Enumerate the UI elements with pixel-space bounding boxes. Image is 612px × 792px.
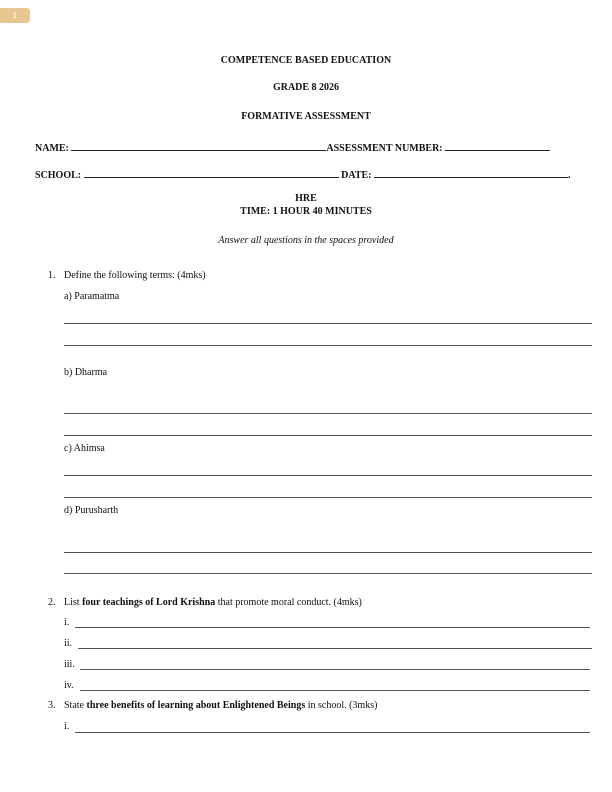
question-3-post: in school. (3mks) [305, 700, 378, 711]
question-2-item-label: i. [64, 617, 70, 628]
school-label: SCHOOL: [35, 170, 82, 181]
date-end: . [568, 170, 571, 181]
question-2-number: 2. [48, 597, 56, 608]
question-2-emphasis: four teachings of Lord Krishna [82, 597, 216, 608]
answer-line[interactable] [64, 497, 592, 498]
question-3-pre: State [64, 700, 87, 711]
subject: HRE [295, 193, 317, 204]
question-3-text [64, 700, 377, 712]
question-1-text: Define the following terms: (4mks) [64, 270, 206, 281]
question-1b-term: b) Dharma [64, 367, 108, 378]
question-1d-term: d) Purusharth [64, 505, 119, 516]
answer-line[interactable] [75, 627, 590, 628]
header-line1: COMPETENCE BASED EDUCATION [220, 55, 392, 66]
school-blank[interactable] [84, 167, 339, 178]
question-2-item-label: ii. [64, 638, 73, 649]
header-grade: GRADE 8 2026 [272, 82, 340, 93]
answer-line[interactable] [80, 690, 590, 691]
question-1-number: 1. [48, 270, 56, 281]
answer-line[interactable] [64, 552, 592, 553]
name-label: NAME: [35, 143, 69, 154]
answer-line[interactable] [78, 648, 592, 649]
question-2-item-label: iv. [64, 680, 74, 691]
school-field-row [35, 167, 571, 182]
answer-line[interactable] [80, 669, 590, 670]
question-3-emphasis: three benefits of learning about Enlightened Beings [86, 700, 306, 711]
page-number-badge: 1 [0, 8, 30, 23]
name-blank[interactable] [71, 140, 326, 151]
question-3-item-label: i. [64, 721, 70, 732]
question-2-post: that promote moral conduct. (4mks) [215, 597, 362, 608]
answer-line[interactable] [64, 435, 592, 436]
assessment-number-blank[interactable] [445, 140, 550, 151]
question-1c-term: c) Ahimsa [64, 443, 105, 454]
answer-line[interactable] [64, 413, 592, 414]
instructions: Answer all questions in the spaces provided [218, 235, 394, 246]
exam-time: TIME: 1 HOUR 40 MINUTES [240, 206, 372, 217]
assessment-number-label: ASSESSMENT NUMBER: [326, 143, 443, 154]
answer-line[interactable] [64, 573, 592, 574]
answer-line[interactable] [64, 475, 592, 476]
question-2-text [64, 597, 362, 609]
question-2-item-label: iii. [64, 659, 75, 670]
answer-line[interactable] [64, 323, 592, 324]
answer-line[interactable] [64, 345, 592, 346]
question-1a-term: a) Paramatma [64, 291, 120, 302]
name-field-row [35, 140, 550, 155]
question-3-number: 3. [48, 700, 56, 711]
date-blank[interactable] [374, 167, 568, 178]
date-label: DATE: [341, 170, 372, 181]
question-2-pre: List [64, 597, 83, 608]
header-assessment-type: FORMATIVE ASSESSMENT [241, 111, 371, 122]
answer-line[interactable] [75, 732, 590, 733]
